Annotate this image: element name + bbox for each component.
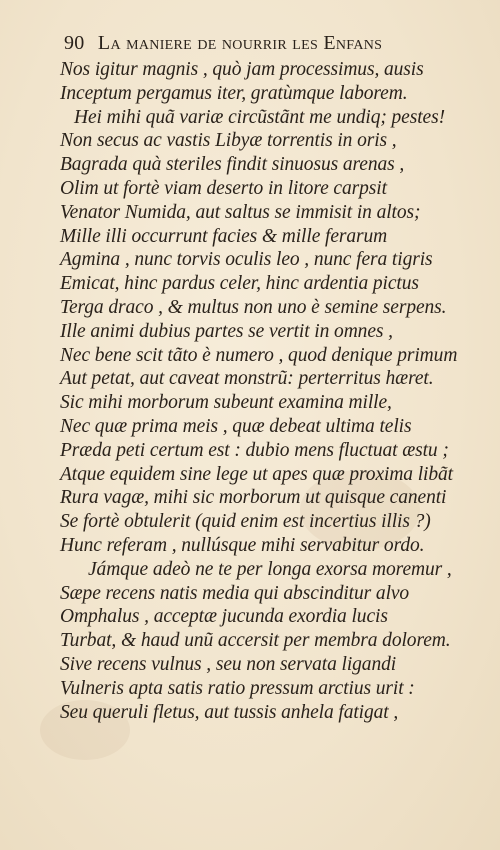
verse-line: Nec quæ prima meis , quæ debeat ultima telis	[60, 415, 412, 437]
verse-line: Turbat, & haud unũ accersit per membra dolorem.	[60, 630, 451, 652]
verse-line: Præda peti certum est : dubio mens fluctuat æstu ;	[60, 439, 449, 461]
verse-line: Seu queruli fletus, aut tussis anhela fatigat ,	[60, 701, 399, 723]
verse-line: Sæpe recens natis media qui abscinditur alvo	[60, 582, 410, 604]
page-number: 90	[64, 32, 85, 54]
verse-line: Agmina , nunc torvis oculis leo , nunc fera tigris	[60, 249, 433, 271]
verse-line: Mille illi occurrunt facies & mille ferarum	[60, 225, 388, 247]
verse-line: Omphalus , acceptæ jucunda exordia lucis	[60, 606, 388, 628]
running-head	[64, 31, 484, 55]
verse-line: Jámque adeò ne te per longa exorsa moremur ,	[88, 558, 452, 580]
verse-line: Inceptum pergamus iter, gratùmque laborem.	[60, 82, 408, 104]
verse-line: Nos igitur magnis , quò jam processimus, ausis	[60, 59, 424, 80]
running-title: La maniere de nourrir les Enfans	[97, 32, 383, 54]
verse-line: Nec bene scit tãto è numero , quod denique primum	[60, 344, 458, 366]
verse-block	[60, 58, 492, 724]
verse-line: Sive recens vulnus , seu non servata ligandi	[60, 653, 397, 675]
verse-line: Terga draco , & multus non uno è semine serpens.	[60, 296, 447, 318]
verse-line: Se fortè obtulerit (quid enim est incertius illis ?)	[60, 511, 431, 533]
verse-line: Vulneris apta satis ratio pressum arctius urit :	[60, 677, 415, 699]
verse-line: Bagrada quà steriles findit sinuosus arenas ,	[60, 154, 405, 176]
verse-line: Olim ut fortè viam deserto in litore carpsit	[60, 177, 387, 199]
verse-line: Venator Numida, aut saltus se immisit in altos;	[60, 201, 421, 223]
verse-line: Aut petat, aut caveat monstrũ: perterritus hæret.	[60, 368, 434, 390]
verse-line: Ille animi dubius partes se vertit in omnes ,	[60, 320, 393, 342]
verse-line: Sic mihi morborum subeunt examina mille,	[60, 392, 392, 414]
verse-line: Non secus ac vastis Libyæ torrentis in oris ,	[60, 130, 397, 152]
verse-line: Rura vagæ, mihi sic morborum ut quisque canenti	[60, 487, 447, 509]
verse-line: Hei mihi quã variæ circũstãnt me undiq; pestes!	[74, 106, 445, 128]
verse-line: Emicat, hinc pardus celer, hinc ardentia pictus	[60, 273, 419, 295]
verse-line: Atque equidem sine lege ut apes quæ proxima libãt	[60, 463, 453, 485]
verse-line: Hunc referam , nullúsque mihi servabitur ordo.	[60, 534, 425, 556]
